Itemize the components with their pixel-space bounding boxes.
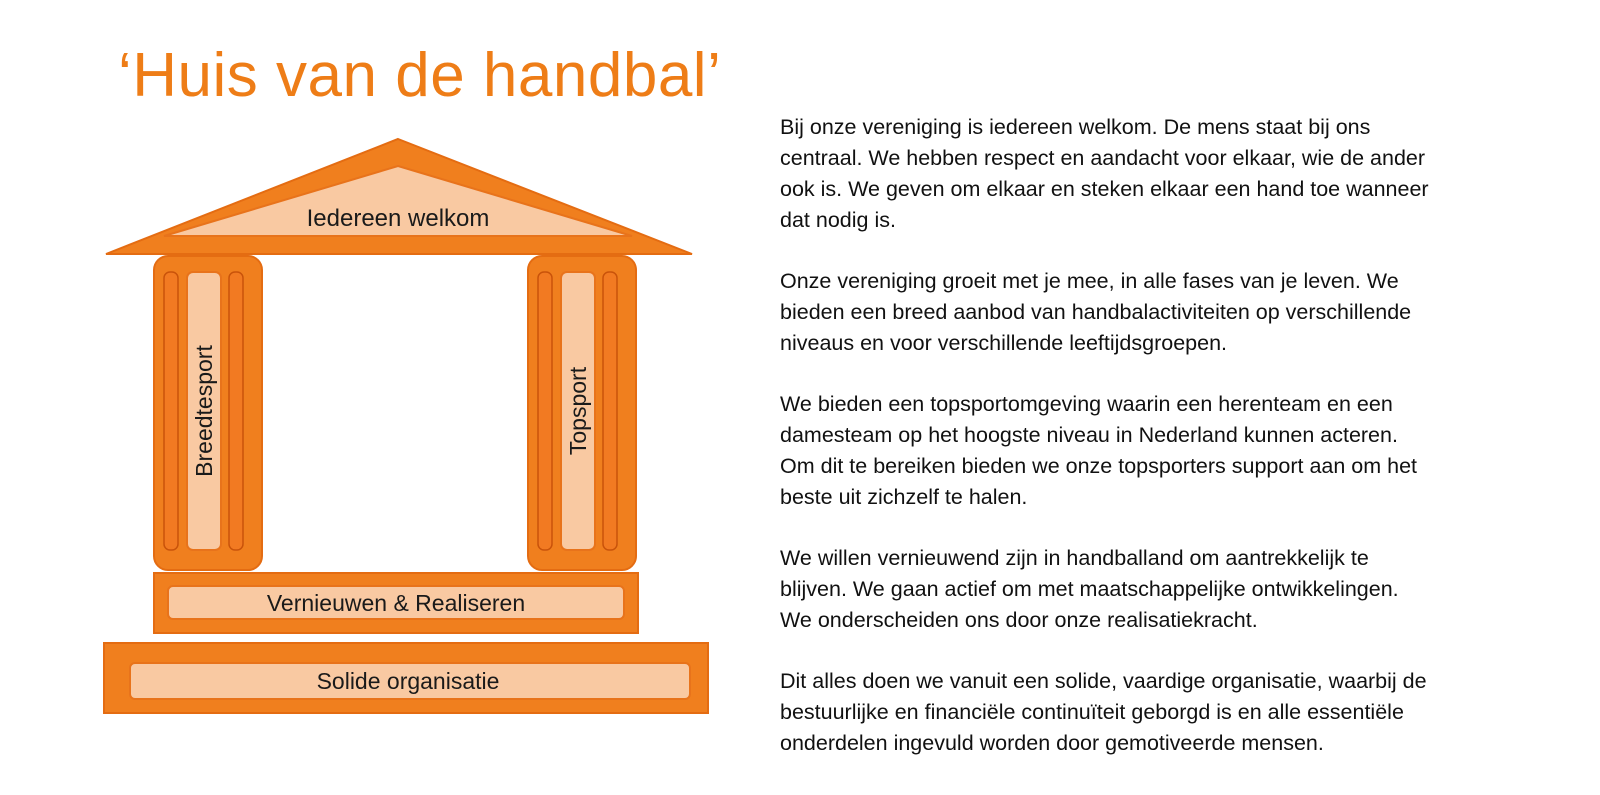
right-pillar [528, 256, 636, 570]
description-text [780, 112, 1560, 789]
paragraph-topsport: We bieden een topsportomgeving waarin een herenteam en een damesteam op het hoogste niveau in Nederland kunnen acteren. Om dit te bereiken bieden we onze topsporters support aan om het beste uit zichzelf te halen. [780, 392, 1418, 509]
lower-base-label: Solide organisatie [316, 668, 500, 694]
house-diagram [0, 0, 720, 795]
paragraph-innovation: We willen vernieuwend zijn in handballand om aantrekkelijk te blijven. We gaan actief om met maatschappelijke ontwikkelingen. We onderscheiden ons door onze realisatiekracht. [780, 546, 1399, 632]
left-pillar [154, 256, 262, 570]
paragraph-welcome: Bij onze vereniging is iedereen welkom. De mens staat bij ons centraal. We hebben respect en aandacht voor elkaar, wie de ander ook is. We geven om elkaar en steken elkaar een hand toe wanneer dat nodig is. [780, 115, 1429, 232]
left-pillar-label: Breedtesport [191, 345, 217, 477]
roof [106, 139, 692, 254]
paragraph-organisation: Dit alles doen we vanuit een solide, vaardige organisatie, waarbij de bestuurlijke en financiële continuïteit geborgd is en alle essentiële onderdelen ingevuld worden door gemotiveerde mensen. [780, 669, 1427, 755]
upper-base [154, 573, 638, 633]
lower-base [104, 643, 708, 713]
page-title: ‘Huis van de handbal’ [118, 41, 722, 110]
paragraph-growth: Onze vereniging groeit met je mee, in alle fases van je leven. We bieden een breed aanbod van handbalactiviteiten op verschillende niveaus en voor verschillende leeftijdsgroepen. [780, 269, 1412, 355]
upper-base-label: Vernieuwen & Realiseren [266, 590, 526, 616]
right-pillar-label: Topsport [565, 366, 591, 456]
roof-label: Iedereen welkom [306, 205, 490, 232]
